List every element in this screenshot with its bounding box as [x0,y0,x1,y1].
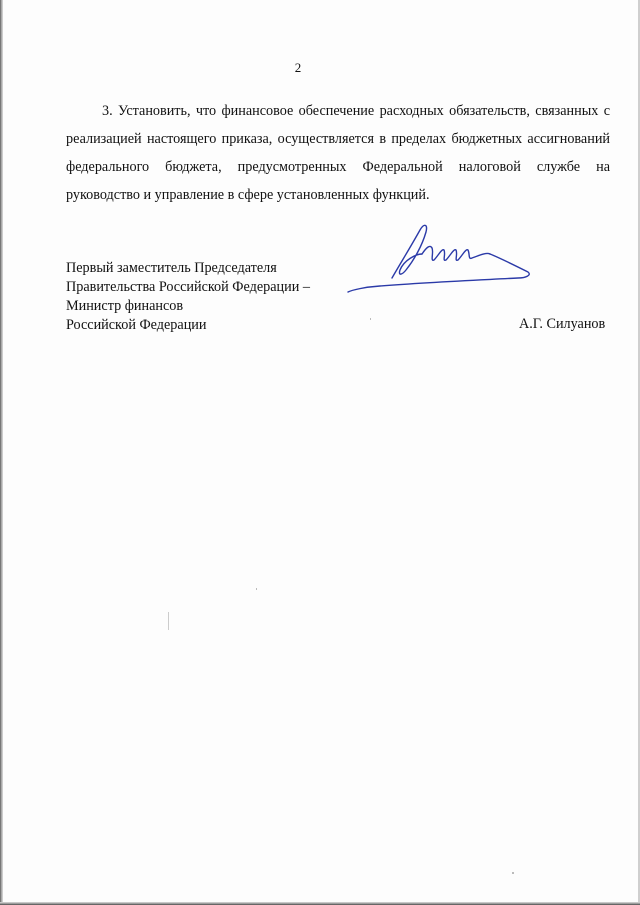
scan-speck [256,588,257,590]
signer-position-line: Первый заместитель Председателя [66,260,277,276]
clause-paragraph: 3. Установить, что финансовое обеспечение расходных обязательств, связанных с реализацией настоящего приказа, осуществляется в пределах бюджетных ассигнований федерального бюджета, предусмотренных Федеральной налоговой службе на руководство и управление в сфере установленных функций. [66,103,610,203]
scan-speck [370,318,371,320]
scan-speck [512,872,514,874]
page-number: 2 [294,60,302,75]
scan-edge-left [0,0,3,905]
handwritten-signature [340,220,540,300]
signer-position [66,259,310,335]
scan-speck [168,612,169,630]
signer-position-line: Министр финансов [66,298,184,314]
signer-name: А.Г. Силуанов [519,316,606,332]
signer-position-line: Российской Федерации [66,317,207,333]
signer-position-line: Правительства Российской Федерации – [66,279,310,295]
